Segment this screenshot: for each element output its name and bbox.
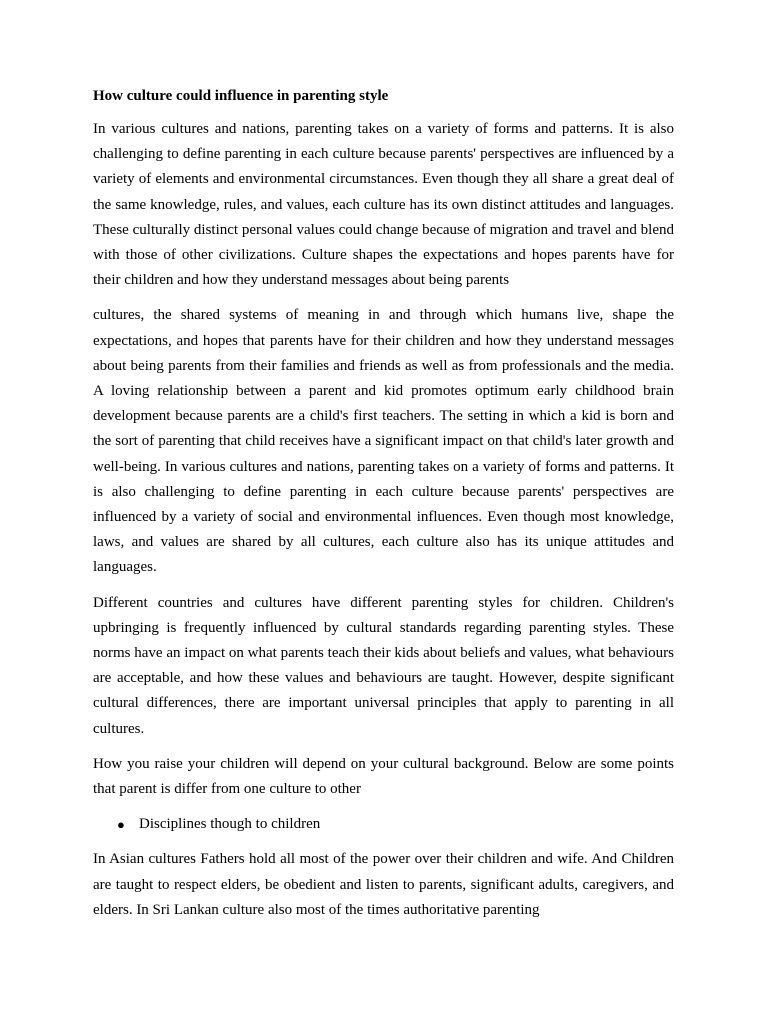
- document-title: How culture could influence in parenting style: [93, 88, 389, 104]
- bullet-list: [93, 812, 674, 837]
- list-item: [93, 812, 674, 837]
- bullet-text: Disciplines though to children: [139, 816, 321, 833]
- document-page: [93, 85, 674, 933]
- paragraph-intro: In various cultures and nations, parenting takes on a variety of forms and patterns. It is also challenging to define parenting in each culture because parents' perspectives are influenced by a variety of elements and environmental circumstances. Even though they all share a great deal of the same knowledge, rules, and values, each culture has its own distinct attitudes and languages. These culturally distinct personal values could change because of migration and travel and blend with those of other civilizations. Culture shapes the expectations and hopes parents have for their children and how they understand messages about being parents: [93, 121, 674, 289]
- paragraph-asian-cultures: In Asian cultures Fathers hold all most of the power over their children and wife. And Children are taught to respect elders, be obedient and listen to parents, significant adults, caregivers, and elders. In Sri Lankan culture also most of the times authoritative parenting: [93, 851, 674, 918]
- paragraph-cultures: cultures, the shared systems of meaning in and through which humans live, shape the expectations, and hopes that parents have for their children and how they understand messages about being parents from their families and friends as well as from professionals and the media. A loving relationship between a parent and kid promotes optimum early childhood brain development because parents are a child's first teachers. The setting in which a kid is born and the sort of parenting that child receives have a significant impact on that child's later growth and well-being. In various cultures and nations, parenting takes on a variety of forms and patterns. It is also challenging to define parenting in each culture because parents' perspectives are influenced by a variety of social and environmental influences. Even though most knowledge, laws, and values are shared by all cultures, each culture also has its unique attitudes and languages.: [93, 307, 674, 576]
- bullet-icon: ●: [117, 817, 125, 833]
- paragraph-parenting-styles: Different countries and cultures have different parenting styles for children. Children's upbringing is frequently influenced by cultural standards regarding parenting styles. These norms have an impact on what parents teach their kids about beliefs and values, what behaviours are acceptable, and how these values and behaviours are taught. However, despite significant cultural differences, there are important universal principles that apply to parenting in all cultures.: [93, 594, 674, 737]
- paragraph-cultural-background: How you raise your children will depend on your cultural background. Below are some points that parent is differ from one culture to other: [93, 755, 674, 798]
